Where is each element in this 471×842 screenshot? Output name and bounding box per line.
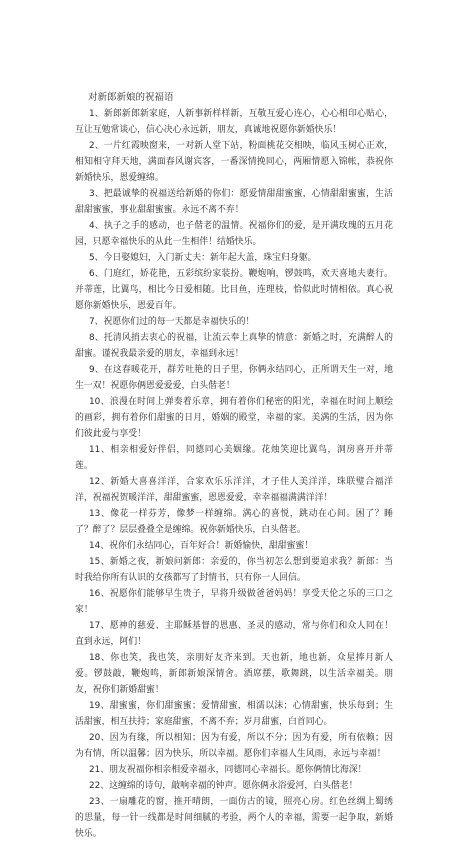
paragraph: 17、愿神的慈爱、主耶稣基督的恩惠、圣灵的感动，常与你们和众人同在！直到永远，阿们！ (75, 621, 393, 647)
paragraph: 18、你也笑，我也笑，亲朋好友齐来到。天也新，地也新，众星捧月新人爱。锣鼓敲，鞭炮鸣，新郎新娘深情舍。酒席摆，歌舞跳，以生活幸福美。朋友，祝你们新婚甜蜜！ (75, 653, 393, 695)
paragraph: 11、相亲相爱好伴侣，同德同心美姻缘。花烛笑迎比翼鸟，洞房喜开并蒂莲。 (75, 445, 393, 471)
document-title: 对新郎新娘的祝福语 (88, 92, 174, 103)
paragraph: 21、朋友祝福你相亲相爱幸福永，同德同心幸福长。愿你俩情比海深！ (89, 765, 367, 775)
paragraph: 16、祝愿你们能够早生贵子，早将升级做爸爸妈妈！享受天伦之乐的三口之家！ (75, 589, 393, 615)
paragraph: 20、因为有缘，所以相知；因为有爱，所以不分；因为有爱，所有依赖；因为有情，所以温馨；因为快乐，所以幸福。愿你们幸福人生风雨，永远与幸福！ (75, 733, 393, 759)
paragraph: 10、浪漫在时间上弹奏着乐章，拥有着你们秘密的阳光，幸福在时间上顺绘的画彩，拥有着你们甜蜜的日月，婚姻的殿堂，幸福的家。美满的生活，因为你们彼此爱与享受！ (75, 397, 393, 439)
paragraph: 1、新郎新郎新家庭，人新事新样样新，互敬互爱心连心，心心相印心贴心，互让互勉常谈心，信心决心永远新，朋友，真诚地祝愿你新婚快乐！ (75, 109, 393, 135)
paragraph: 15、新婚之夜，新娘问新郎：亲爱的，你当初怎么想到要追求我？新郎：当时我给你所有认识的女孩都写了封情书，只有你一人回信。 (75, 557, 393, 583)
paragraph: 5、今日娶媳妇，入门新丈夫：新年起大盖，珠宝归身躯。 (89, 253, 317, 263)
paragraph: 13、像花一样芬芳，像梦一样缠绵。满心的喜悦，跳动在心间。困了？睡了？醉了？层层叠叠全是缠绵。祝你新婚快乐，白头偕老。 (75, 509, 393, 535)
paragraph: 4、执子之手的感动，也子偕老的温情。祝福你们的爱，是开满玫瑰的五月花园，只愿幸福快乐的从此一生相伴！结婚快乐。 (75, 221, 393, 247)
paragraph: 7、祝愿你们过的每一天都是幸福快乐的！ (89, 317, 255, 327)
paragraph: 2、一片红霞映窗来，一对新人堂下站，粉面桃花交相映，临风玉树心正欢，相知相守拜天地，满面春风谢宾客，一番深情挽同心，两厢情愿入锦帐，恭祝你新婚快乐，恩爱缠绵。 (75, 141, 393, 183)
paragraph: 14、祝你们永结同心，百年好合！新婚愉快，甜甜蜜蜜！ (89, 541, 314, 551)
paragraph: 23、一扇雕花的窗，推开晴朗，一面仿古的镜，照亮心房。红色丝绸上蜀绣的思量，每一针一线都是时间细腻的考验，两个人的幸福，需要一起争取，新婚快乐。 (75, 797, 393, 839)
paragraph: 3、把最诚挚的祝福送给新婚的你们：愿爱情甜甜蜜蜜，心情甜甜蜜蜜，生活甜甜蜜蜜，事业甜甜蜜蜜。永远不离不弃！ (75, 189, 393, 215)
paragraph: 9、在这春暖花开，群芳吐艳的日子里，你俩永结同心，正所谓天生一对，地生一双！祝愿你俩恩爱爱爱，白头偕老！ (75, 365, 393, 391)
paragraph: 6、门庭红，娇花艳，五彩缤纷家装扮。鞭炮响，锣鼓鸣，欢天喜地夫妻行。并蒂莲，比翼鸟，相比今日爱相随。比目鱼，连理枝，恰似此时情相依。真心祝愿你新婚快乐，恩爱百年。 (75, 269, 393, 311)
paragraph: 22、这缠绵的诗句，敲响幸福的钟声。愿你俩永浴爱河，白头偕老！ (89, 781, 358, 791)
paragraph: 19、甜蜜蜜，你们甜蜜蜜；爱情甜蜜，相濡以沫；心情甜蜜，快乐每到；生活甜蜜，相互扶持；家庭甜蜜，不离不弃；岁月甜蜜，白首同心。 (75, 701, 393, 727)
paragraph: 12、新婚大喜喜洋洋，合家欢乐乐洋洋，才子佳人美洋洋，珠联璧合福洋洋，祝福祝贺暖洋洋，甜甜蜜蜜，恩恩爱爱，幸幸福福满满洋洋！ (75, 477, 393, 503)
paragraph: 8、托清风捎去衷心的祝福，让流云奉上真挚的情意：新婚之时，充满醉人的甜蜜。谨祝我最亲爱的朋友，幸福到永远！ (75, 333, 393, 359)
document-body (75, 106, 393, 842)
